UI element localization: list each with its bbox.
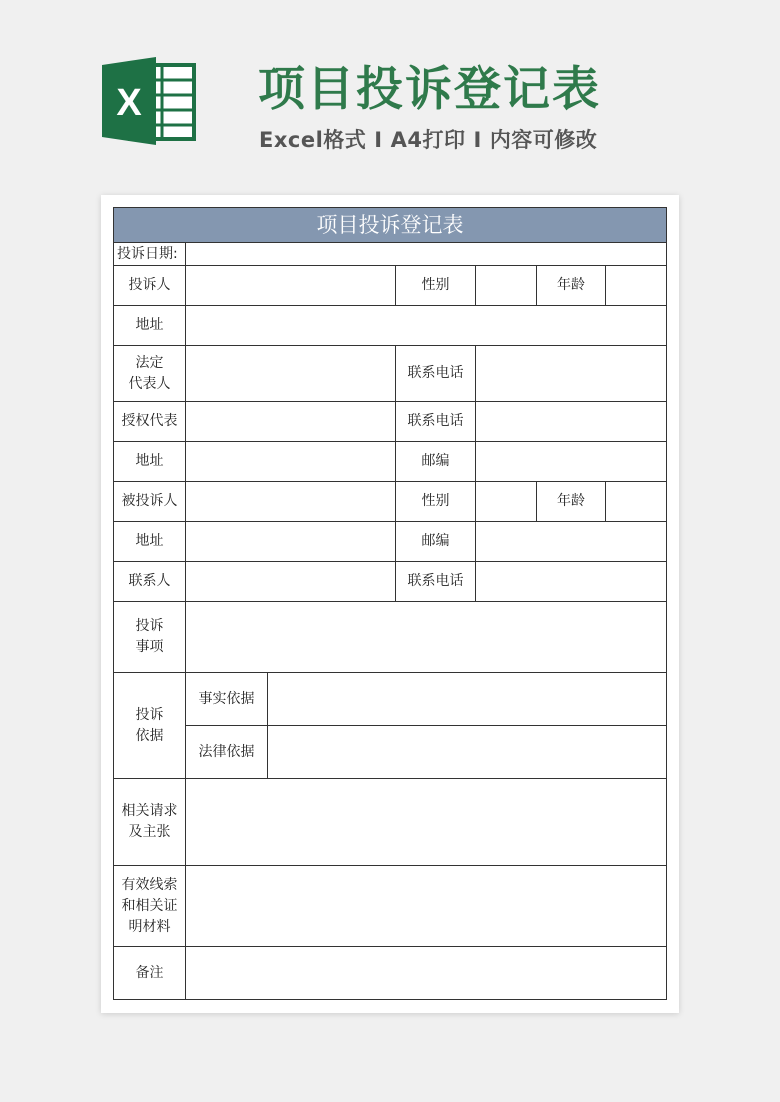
svg-text:X: X: [116, 82, 142, 124]
authorized-rep-field[interactable]: [185, 401, 396, 442]
subtitle-separator: I: [374, 128, 383, 152]
legal-rep-phone-label: 联系电话: [395, 345, 476, 402]
fact-basis-field[interactable]: [267, 672, 667, 726]
evidence-label: 有效线索 和相关证 明材料: [113, 865, 186, 947]
complaint-date-field[interactable]: [185, 242, 667, 266]
subtitle-print: A4打印: [390, 128, 466, 152]
legal-rep-label: 法定 代表人: [113, 345, 186, 402]
respondent-label: 被投诉人: [113, 481, 186, 522]
page-header: [0, 0, 780, 190]
respondent-age-label: 年龄: [536, 481, 606, 522]
authorized-rep-address-label: 地址: [113, 441, 186, 482]
legal-basis-label: 法律依据: [185, 725, 268, 779]
respondent-address-field[interactable]: [185, 521, 396, 562]
respondent-age-field[interactable]: [605, 481, 667, 522]
authorized-rep-postcode-label: 邮编: [395, 441, 476, 482]
authorized-rep-phone-field[interactable]: [475, 401, 667, 442]
subtitle-format: Excel格式: [259, 128, 367, 152]
subtitle-editable: 内容可修改: [489, 128, 598, 152]
complainant-address-field[interactable]: [185, 305, 667, 346]
respondent-gender-label: 性别: [395, 481, 476, 522]
complainant-label: 投诉人: [113, 265, 186, 306]
complaint-basis-label: 投诉 依据: [113, 672, 186, 779]
contact-person-phone-label: 联系电话: [395, 561, 476, 602]
remarks-label: 备注: [113, 946, 186, 1000]
legal-rep-phone-field[interactable]: [475, 345, 667, 402]
excel-logo-icon: [100, 55, 200, 147]
page-subtitle: [259, 124, 597, 154]
evidence-field[interactable]: [185, 865, 667, 947]
complainant-age-field[interactable]: [605, 265, 667, 306]
legal-rep-field[interactable]: [185, 345, 396, 402]
authorized-rep-address-field[interactable]: [185, 441, 396, 482]
complainant-gender-field[interactable]: [475, 265, 537, 306]
complaint-matter-field[interactable]: [185, 601, 667, 673]
page-title: 项目投诉登记表: [258, 62, 601, 117]
form-title: 项目投诉登记表: [113, 207, 667, 243]
complaint-matter-label: 投诉 事项: [113, 601, 186, 673]
complainant-age-label: 年龄: [536, 265, 606, 306]
complainant-gender-label: 性别: [395, 265, 476, 306]
fact-basis-label: 事实依据: [185, 672, 268, 726]
respondent-postcode-label: 邮编: [395, 521, 476, 562]
respondent-address-label: 地址: [113, 521, 186, 562]
requests-field[interactable]: [185, 778, 667, 866]
complaint-form: [113, 207, 667, 1000]
authorized-rep-label: 授权代表: [113, 401, 186, 442]
respondent-postcode-field[interactable]: [475, 521, 667, 562]
contact-person-phone-field[interactable]: [475, 561, 667, 602]
subtitle-separator: I: [473, 128, 482, 152]
legal-basis-field[interactable]: [267, 725, 667, 779]
respondent-gender-field[interactable]: [475, 481, 537, 522]
authorized-rep-phone-label: 联系电话: [395, 401, 476, 442]
contact-person-label: 联系人: [113, 561, 186, 602]
authorized-rep-postcode-field[interactable]: [475, 441, 667, 482]
contact-person-field[interactable]: [185, 561, 396, 602]
respondent-field[interactable]: [185, 481, 396, 522]
complainant-field[interactable]: [185, 265, 396, 306]
form-sheet: [101, 195, 679, 1013]
complainant-address-label: 地址: [113, 305, 186, 346]
remarks-field[interactable]: [185, 946, 667, 1000]
requests-label: 相关请求 及主张: [113, 778, 186, 866]
complaint-date-label: 投诉日期:: [113, 242, 186, 266]
